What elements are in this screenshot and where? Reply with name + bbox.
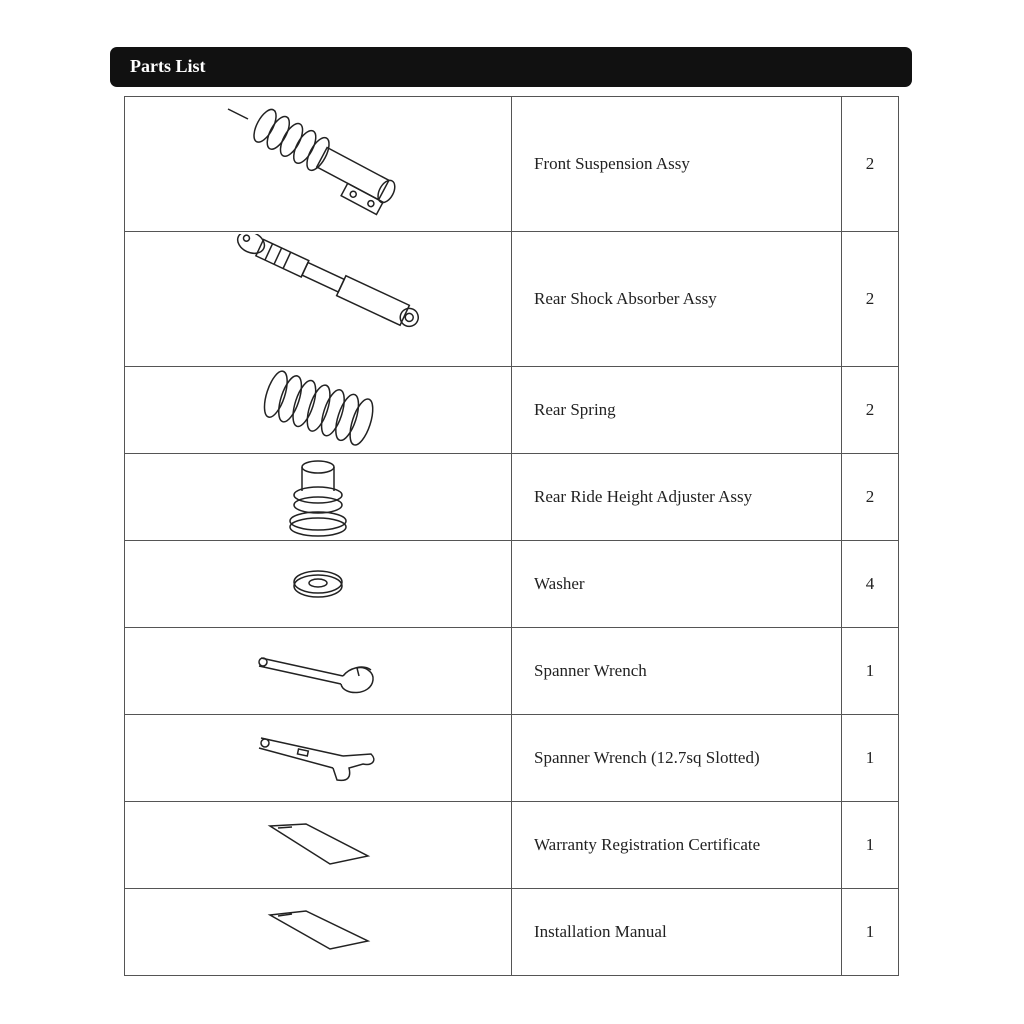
certificate-icon (258, 820, 378, 870)
part-name: Rear Spring (512, 367, 842, 454)
spring-icon (253, 368, 383, 452)
table-row (125, 889, 899, 976)
washer-icon (288, 564, 348, 604)
section-title: Parts List (130, 56, 206, 76)
table-row (125, 97, 899, 232)
table-row (125, 454, 899, 541)
part-name: Spanner Wrench (12.7sq Slotted) (512, 715, 842, 802)
part-name: Installation Manual (512, 889, 842, 976)
section-header (110, 47, 912, 87)
manual-icon (258, 907, 378, 957)
part-name: Rear Shock Absorber Assy (512, 232, 842, 367)
part-name: Warranty Registration Certificate (512, 802, 842, 889)
part-qty: 1 (842, 889, 899, 976)
part-qty: 4 (842, 541, 899, 628)
front-suspension-icon (218, 99, 418, 229)
parts-table (124, 96, 899, 976)
part-name: Washer (512, 541, 842, 628)
part-qty: 2 (842, 367, 899, 454)
rear-shock-icon (203, 234, 433, 364)
part-name: Front Suspension Assy (512, 97, 842, 232)
part-qty: 2 (842, 97, 899, 232)
part-qty: 1 (842, 802, 899, 889)
table-row (125, 541, 899, 628)
part-name: Rear Ride Height Adjuster Assy (512, 454, 842, 541)
part-qty: 2 (842, 232, 899, 367)
table-row (125, 232, 899, 367)
part-name: Spanner Wrench (512, 628, 842, 715)
part-qty: 2 (842, 454, 899, 541)
part-qty: 1 (842, 715, 899, 802)
table-row (125, 367, 899, 454)
adjuster-icon (283, 455, 353, 539)
table-row (125, 715, 899, 802)
slotted-spanner-icon (253, 728, 383, 788)
table-row (125, 802, 899, 889)
table-row (125, 628, 899, 715)
part-qty: 1 (842, 628, 899, 715)
spanner-icon (253, 646, 383, 696)
